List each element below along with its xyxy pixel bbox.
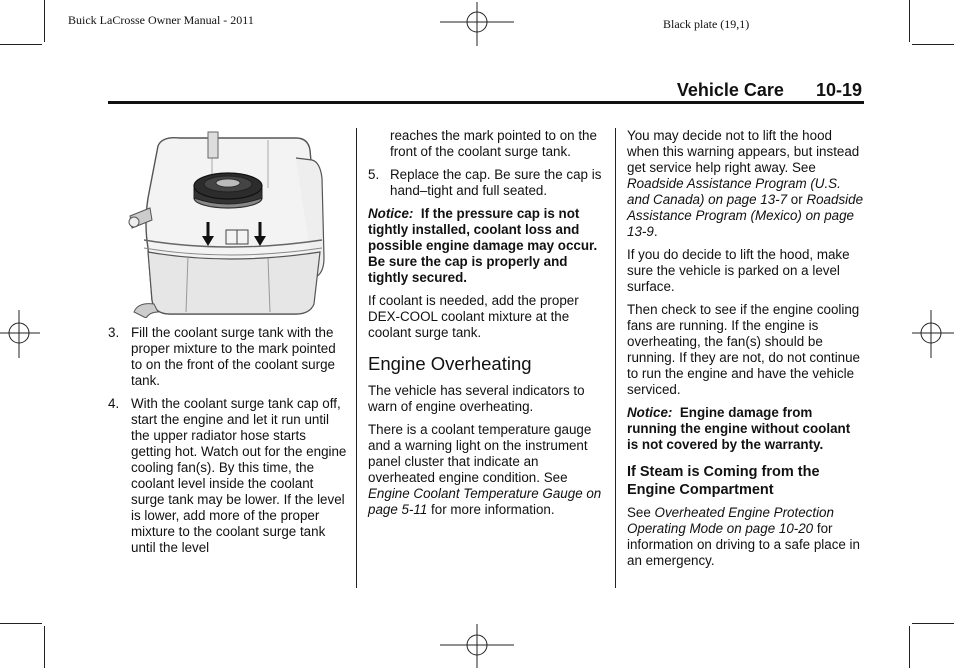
- plate-label: Black plate (19,1): [663, 17, 750, 31]
- overheating-paragraph-2: [368, 422, 606, 518]
- registration-mark-icon: [440, 624, 514, 668]
- coolant-paragraph: If coolant is needed, add the proper DEX-COOL coolant mixture at the coolant surge tank.: [368, 293, 579, 340]
- cross-reference-link[interactable]: Overheated Engine Protection Operating Mode on page 10-20: [627, 505, 834, 536]
- page-number: 10-19: [815, 80, 862, 100]
- paragraph-text: for information on driving to a safe place in an emergency.: [627, 521, 860, 568]
- column-1: [108, 325, 348, 563]
- list-item: [368, 167, 606, 199]
- notice-text: If the pressure cap is not tightly installed, coolant loss and possible engine damage may occur. Be sure the cap is properly and tightly secured.: [368, 206, 598, 285]
- list-item: [108, 396, 348, 556]
- overheating-paragraph-1: The vehicle has several indicators to warn of engine overheating.: [368, 383, 585, 414]
- list-item: [108, 325, 348, 389]
- cross-reference-link[interactable]: Roadside Assistance Program (Mexico) on page 13-9: [627, 192, 864, 239]
- fans-paragraph: Then check to see if the engine cooling fans are running. If the engine is overheating, the fan(s) should be running. If they are not, do not continue to run the engine and have the vehicle serviced.: [627, 302, 861, 397]
- cross-reference-link[interactable]: Engine Coolant Temperature Gauge on page 5-11: [368, 486, 602, 517]
- crop-mark: [909, 626, 910, 668]
- notice-paragraph: [627, 405, 863, 453]
- section-title: Vehicle Care: [676, 80, 784, 100]
- paragraph-text: You may decide not to lift the hood when this warning appears, but instead get service help right away. See: [627, 128, 860, 175]
- steam-paragraph: [627, 505, 863, 569]
- crop-mark: [912, 44, 954, 45]
- column-2: [368, 128, 606, 525]
- coolant-surge-tank-illustration: [128, 128, 332, 318]
- crop-mark: [44, 626, 45, 668]
- continued-step-text: reaches the mark pointed to on the front of the coolant surge tank.: [390, 128, 597, 159]
- paragraph-text: .: [653, 224, 658, 239]
- hood-paragraph: [627, 128, 863, 240]
- crop-mark: [44, 0, 45, 42]
- manual-title: Buick LaCrosse Owner Manual - 2011: [68, 13, 254, 27]
- notice-label: Notice:: [368, 206, 414, 221]
- crop-mark: [909, 0, 910, 42]
- section-heading: Engine Overheating: [368, 353, 532, 374]
- column-3: [627, 128, 863, 576]
- step-number: 4.: [108, 396, 120, 411]
- notice-paragraph: [368, 206, 606, 286]
- level-surface-paragraph: If you do decide to lift the hood, make sure the vehicle is parked on a level surface.: [627, 247, 850, 294]
- registration-mark-icon: [0, 310, 40, 358]
- step-text: Fill the coolant surge tank with the proper mixture to the mark pointed to on the front of the coolant surge tank.: [131, 325, 336, 388]
- registration-mark-icon: [440, 2, 514, 46]
- step-number: 5.: [368, 167, 380, 182]
- paragraph-text: for more information.: [427, 502, 555, 517]
- step-text: With the coolant surge tank cap off, start the engine and let it run until the upper radiator hose starts getting hot. Watch out for the engine cooling fan(s). By this time, the coolant level inside the coolant surge tank may be lower. If the level is lower, add more of the proper mixture to the coolant surge tank until the level: [131, 396, 347, 555]
- header-rule: [108, 101, 864, 104]
- notice-label: Notice:: [627, 405, 673, 420]
- notice-text: Engine damage from running the engine without coolant is not covered by the warranty.: [627, 405, 851, 452]
- crop-mark: [0, 44, 42, 45]
- column-divider: [615, 128, 616, 588]
- paragraph-text: See: [627, 505, 655, 520]
- section-header: [677, 80, 862, 101]
- step-text: Replace the cap. Be sure the cap is hand–tight and full seated.: [390, 167, 602, 198]
- cross-reference-link[interactable]: Roadside Assistance Program (U.S. and Canada) on page 13-7: [627, 176, 841, 207]
- column-divider: [356, 128, 357, 588]
- step-number: 3.: [108, 325, 120, 340]
- crop-mark: [912, 623, 954, 624]
- paragraph-text: There is a coolant temperature gauge and a warning light on the instrument panel cluster that indicate an overheated engine condition. See: [368, 422, 592, 485]
- paragraph-text: or: [787, 192, 807, 207]
- registration-mark-icon: [912, 310, 954, 358]
- subheading: If Steam is Coming from the Engine Compartment: [627, 464, 820, 498]
- crop-mark: [0, 623, 42, 624]
